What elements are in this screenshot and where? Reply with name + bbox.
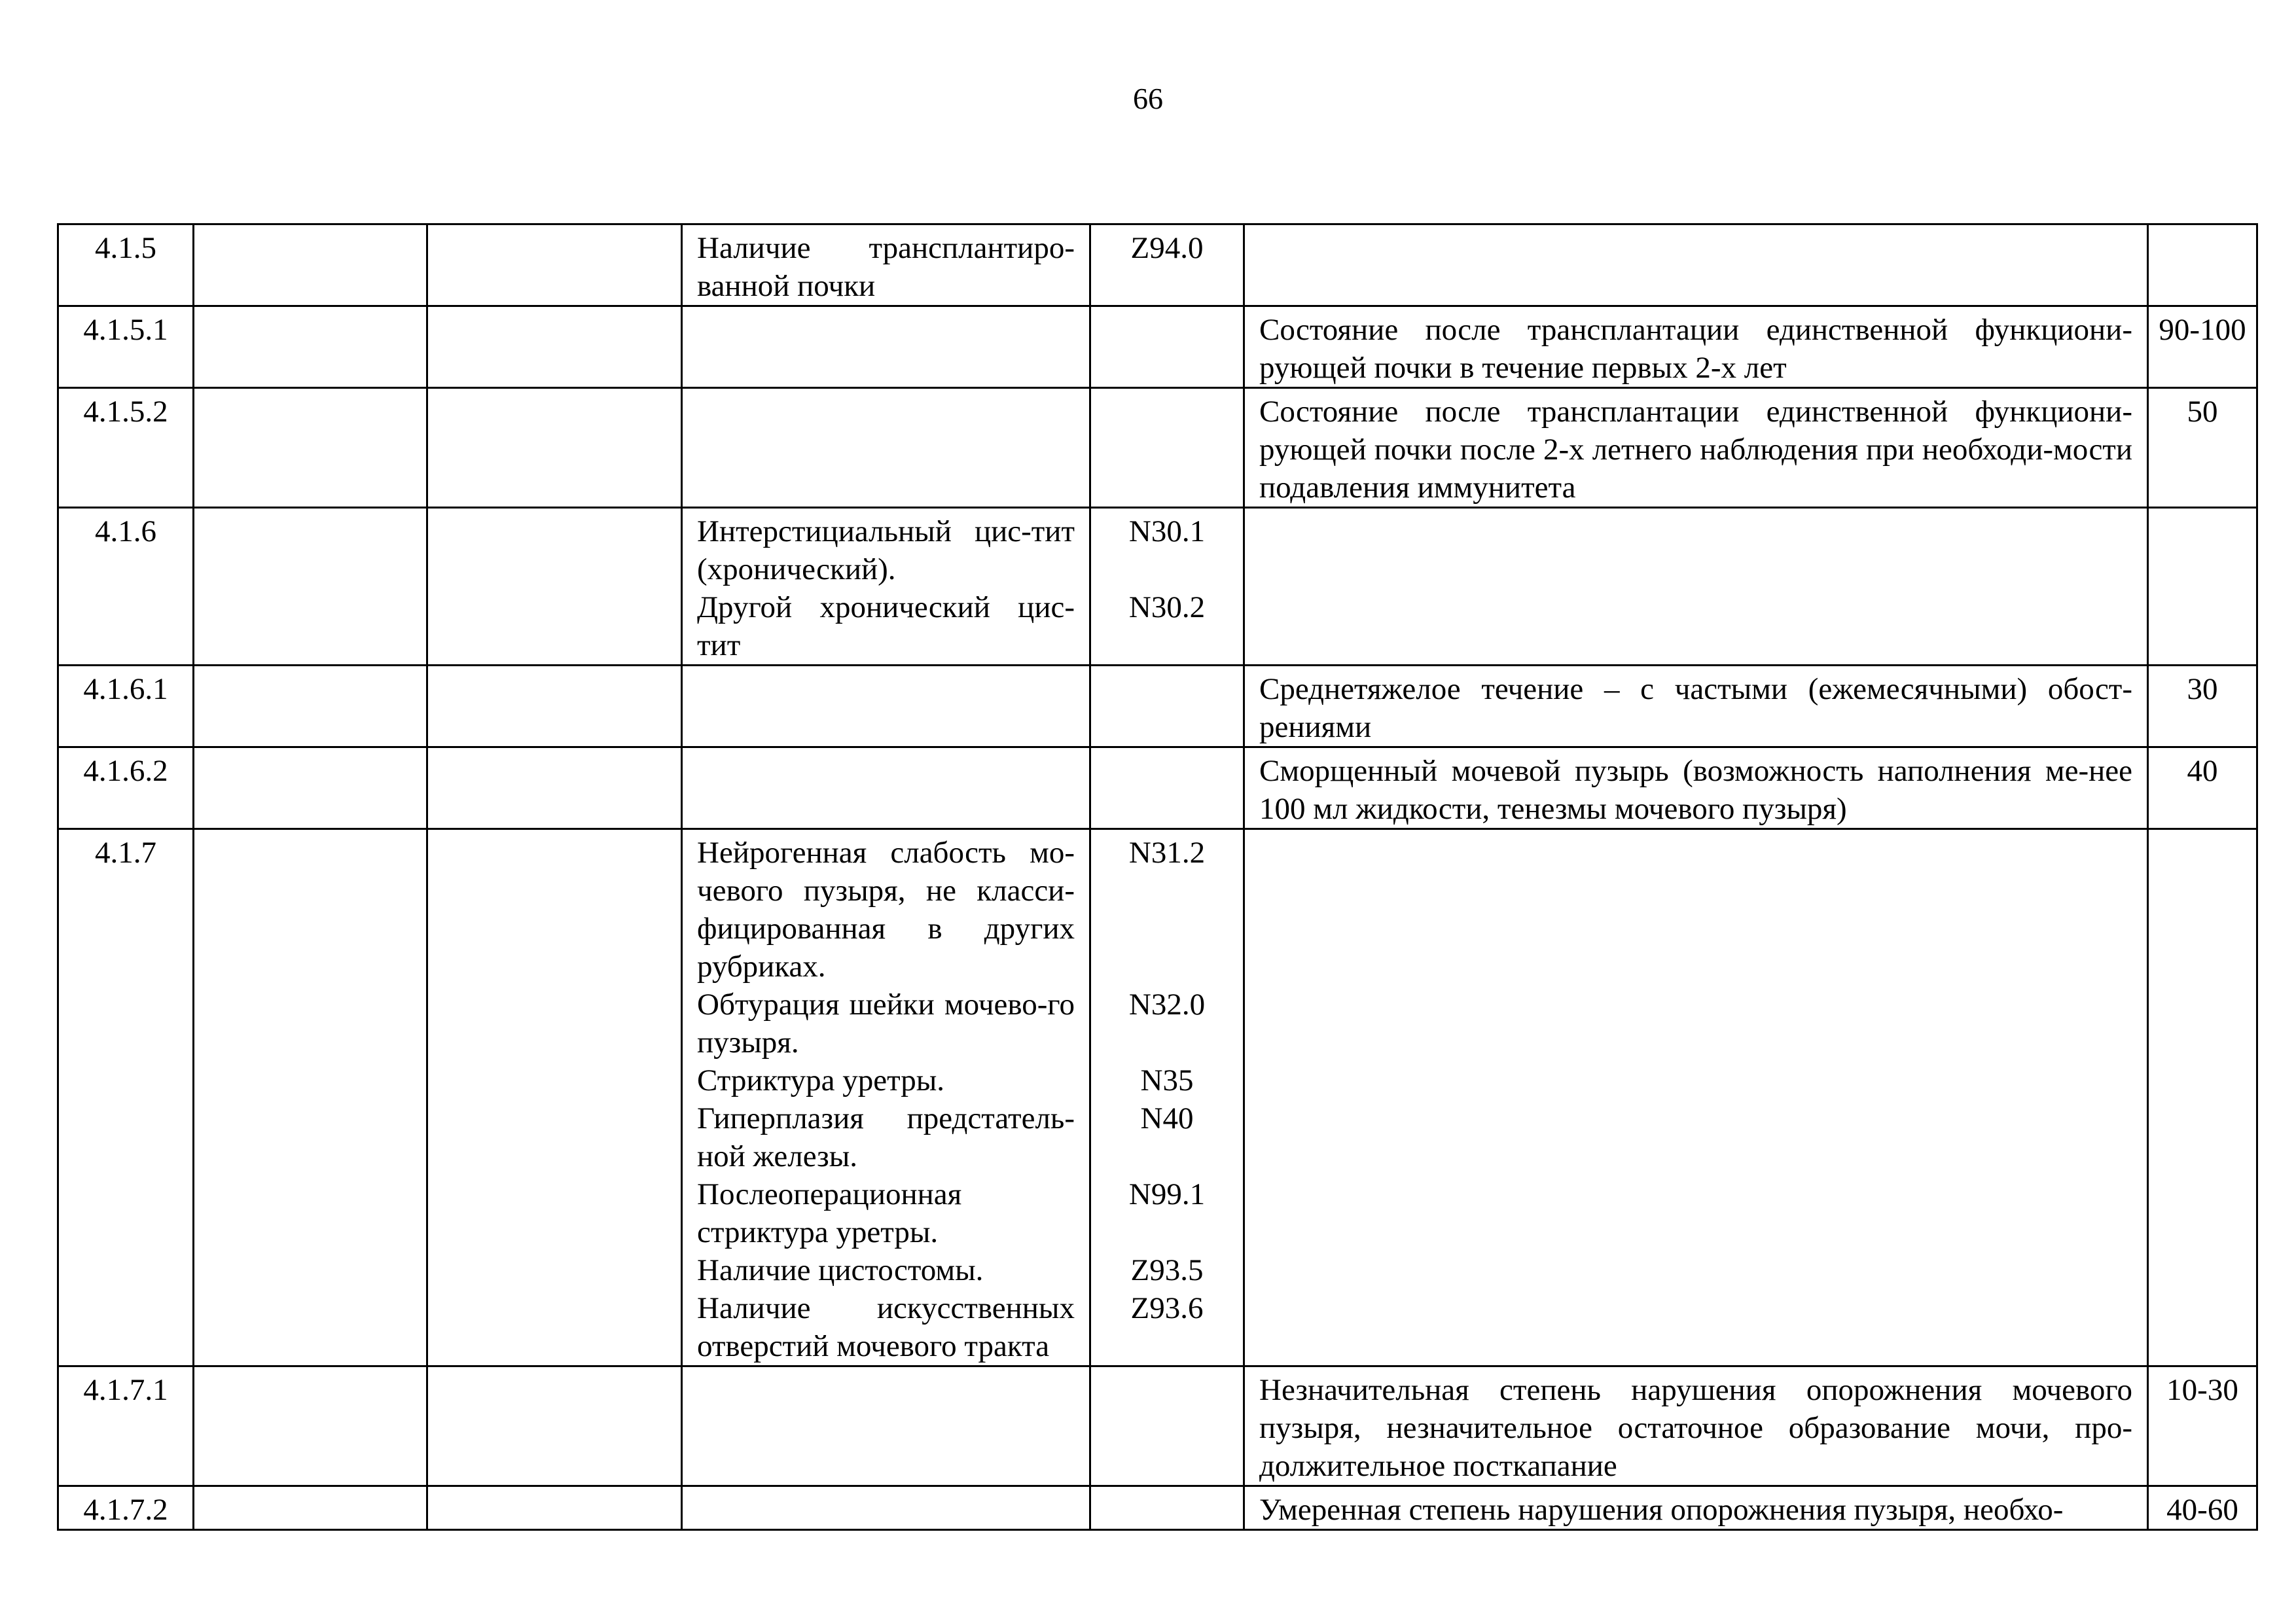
diagnosis-text: Наличие цистостомы.: [697, 1253, 984, 1287]
empty-cell: [1090, 747, 1244, 829]
criterion-text: Умеренная степень нарушения опорожнения пузыря, необхо-: [1259, 1493, 2064, 1527]
icd-code-cell: [1090, 508, 1244, 666]
table-row: [58, 747, 2257, 829]
table-row: [58, 1486, 2257, 1530]
icd-code: Z93.5: [1130, 1253, 1204, 1287]
diagnosis-text: Интерстициальный цис-тит (хронический).: [697, 514, 1075, 586]
icd-code: N30.1: [1128, 514, 1206, 548]
percent-cell: [2148, 224, 2257, 306]
empty-cell: [427, 1366, 682, 1486]
criterion-text: Сморщенный мочевой пузырь (возможность наполнения ме-нее 100 мл жидкости, тенезмы мочевого пузыря): [1259, 754, 2132, 826]
row-number: 4.1.6.1: [58, 666, 194, 747]
table-row: [58, 224, 2257, 306]
icd-code: N99.1: [1128, 1177, 1206, 1211]
criterion-text: Среднетяжелое течение – с частыми (ежемесячными) обост-рениями: [1259, 672, 2132, 744]
criterion-cell: [1244, 747, 2148, 829]
row-number: 4.1.7.1: [58, 1366, 194, 1486]
percent-cell: [2148, 829, 2257, 1366]
icd-code: Z94.0: [1130, 231, 1204, 265]
row-number: 4.1.5.1: [58, 306, 194, 388]
empty-cell: [427, 306, 682, 388]
empty-cell: [1090, 388, 1244, 508]
empty-cell: [427, 224, 682, 306]
icd-code-cell: [1090, 829, 1244, 1366]
criterion-cell: [1244, 1486, 2148, 1530]
table-row: [58, 829, 2257, 1366]
icd-code: N40: [1140, 1101, 1194, 1135]
empty-cell: [682, 388, 1090, 508]
table-row: [58, 508, 2257, 666]
empty-cell: [1090, 666, 1244, 747]
empty-cell: [194, 1366, 427, 1486]
criterion-cell: [1244, 666, 2148, 747]
empty-cell: [427, 388, 682, 508]
row-number: 4.1.7: [58, 829, 194, 1366]
diagnosis-cell: [682, 829, 1090, 1366]
disability-criteria-table: [57, 223, 2258, 1531]
table-row: [58, 306, 2257, 388]
diagnosis-text: Гиперплазия предстатель-ной железы.: [697, 1101, 1075, 1173]
criterion-text: Состояние после трансплантации единственной функциони-рующей почки в течение первых 2-х лет: [1259, 313, 2132, 385]
criterion-text: Состояние после трансплантации единственной функциони-рующей почки после 2-х летнего наблюдения при необходи-мости подавления иммунитета: [1259, 395, 2132, 505]
empty-cell: [194, 224, 427, 306]
diagnosis-cell: [682, 508, 1090, 666]
percent-cell: 10-30: [2148, 1366, 2257, 1486]
row-number: 4.1.5: [58, 224, 194, 306]
empty-cell: [194, 388, 427, 508]
empty-cell: [682, 666, 1090, 747]
row-number: 4.1.6.2: [58, 747, 194, 829]
row-number: 4.1.6: [58, 508, 194, 666]
table-row: [58, 666, 2257, 747]
empty-cell: [682, 1486, 1090, 1530]
diagnosis-text: Обтурация шейки мочево-го пузыря.: [697, 988, 1075, 1060]
empty-cell: [194, 306, 427, 388]
empty-cell: [427, 508, 682, 666]
page-number: 66: [1133, 82, 1163, 115]
empty-cell: [194, 508, 427, 666]
icd-code: N30.2: [1128, 590, 1206, 624]
diagnosis-text: Нейрогенная слабость мо-чевого пузыря, не класси-фицированная в других рубриках.: [697, 836, 1075, 984]
percent-cell: [2148, 508, 2257, 666]
criterion-text: Незначительная степень нарушения опорожнения мочевого пузыря, незначительное остаточное образование мочи, про-должительное посткапание: [1259, 1373, 2132, 1483]
empty-cell: [427, 747, 682, 829]
empty-cell: [1090, 1366, 1244, 1486]
diagnosis-text: Другой хронический цис-тит: [697, 590, 1075, 662]
criterion-cell: [1244, 1366, 2148, 1486]
percent-cell: 40-60: [2148, 1486, 2257, 1530]
percent-cell: 40: [2148, 747, 2257, 829]
criterion-cell: [1244, 508, 2148, 666]
table-body: [58, 224, 2257, 1530]
empty-cell: [1090, 1486, 1244, 1530]
diagnosis-text: Наличие искусственных отверстий мочевого тракта: [697, 1291, 1075, 1363]
icd-code-cell: [1090, 224, 1244, 306]
empty-cell: [682, 747, 1090, 829]
empty-cell: [427, 666, 682, 747]
icd-code: N32.0: [1128, 988, 1206, 1022]
empty-cell: [682, 306, 1090, 388]
percent-cell: 30: [2148, 666, 2257, 747]
empty-cell: [194, 829, 427, 1366]
table-row: [58, 388, 2257, 508]
empty-cell: [427, 1486, 682, 1530]
icd-code: Z93.6: [1130, 1291, 1204, 1325]
criterion-cell: [1244, 224, 2148, 306]
empty-cell: [427, 829, 682, 1366]
empty-cell: [194, 1486, 427, 1530]
icd-code: N35: [1140, 1063, 1194, 1097]
percent-cell: 90-100: [2148, 306, 2257, 388]
diagnosis-cell: [682, 224, 1090, 306]
table-row: [58, 1366, 2257, 1486]
diagnosis-text: Стриктура уретры.: [697, 1063, 945, 1097]
icd-code: N31.2: [1128, 836, 1206, 870]
diagnosis-text: Послеоперационная стриктура уретры.: [697, 1177, 962, 1249]
criterion-cell: [1244, 388, 2148, 508]
diagnosis-text: Наличие трансплантиро-ванной почки: [697, 231, 1075, 303]
criterion-cell: [1244, 306, 2148, 388]
empty-cell: [682, 1366, 1090, 1486]
criterion-cell: [1244, 829, 2148, 1366]
empty-cell: [1090, 306, 1244, 388]
percent-cell: 50: [2148, 388, 2257, 508]
empty-cell: [194, 666, 427, 747]
empty-cell: [194, 747, 427, 829]
row-number: 4.1.5.2: [58, 388, 194, 508]
row-number: 4.1.7.2: [58, 1486, 194, 1530]
